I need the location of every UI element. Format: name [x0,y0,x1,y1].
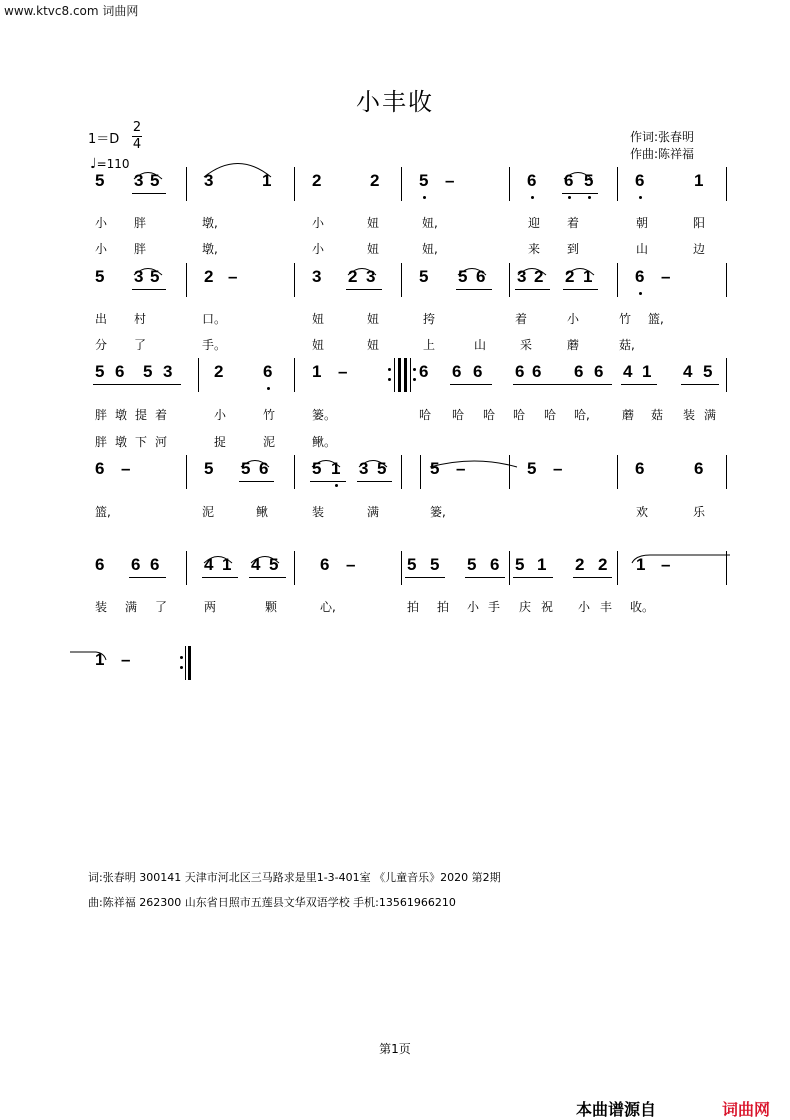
lyric-verse1: 了 [155,600,168,614]
note-digit: 2 [534,267,544,286]
slur [359,461,387,468]
lyric-verse1: 满 [704,408,717,422]
lyric-verse1: 装 [683,408,696,422]
lyricist: 作词:张春明 [630,130,695,144]
lyric-verse2: 墩 [115,435,128,449]
note-digit: 5 [430,459,440,478]
lyric-verse1: 蘑 [622,408,635,422]
lyric-verse1: 满 [367,505,380,519]
lyric-verse1: 胖 [134,216,147,230]
note-digit: 5 [204,459,214,478]
note-digit: 2 [204,267,214,286]
note-digit: 5 [527,459,537,478]
lyric-verse1: 菇 [651,408,664,422]
lyric-verse1: 篓。 [312,408,337,422]
lyric-verse1: 妞 [367,312,380,326]
note-digit: 4 [204,555,214,574]
note-digit: 6 [452,362,462,381]
lyric-verse1: 庆 [519,600,532,614]
slur [518,269,546,276]
footer-lyricist-info: 词:张春明 300141 天津市河北区三马路求是里1-3-401室 《儿童音乐》2020 第2期 [88,871,501,884]
lyric-verse1: 乐 [693,505,706,519]
lyric-verse1: 篮, [95,505,111,519]
note-digit: 2 [214,362,224,381]
slur [204,557,232,564]
lyric-verse2: 墩, [202,242,218,256]
lyric-verse1: 篓, [430,505,446,519]
slur [564,173,592,180]
slur [632,555,730,563]
lyric-verse1: 欢 [636,505,649,519]
lyric-verse1: 墩 [115,408,128,422]
note-digit: 5 [241,459,251,478]
quarter-note-icon: ♩ [90,156,97,172]
lyric-verse1: 颗 [265,600,278,614]
dash-note: – [553,459,563,478]
lyric-verse2: 蘑 [567,338,580,352]
note-digit: 1 [312,362,322,381]
lyric-verse2: 山 [636,242,649,256]
lyric-verse2: 分 [95,338,108,352]
lyric-verse1: 胖 [95,408,108,422]
lyric-verse2: 了 [134,338,147,352]
note-digit: 6 [594,362,604,381]
note-digit: 6 [694,459,704,478]
lyric-verse1: 哈 [452,408,465,422]
slur [134,269,162,276]
lyric-verse2: 下 [135,435,148,449]
note-digit: 5 [95,362,105,381]
dash-note: – [456,459,466,478]
note-digit: 6 [574,362,584,381]
lyric-verse1: 泥 [202,505,215,519]
note-digit: 2 [575,555,585,574]
slur [251,557,279,564]
slur [204,164,271,178]
note-digit: 5 [703,362,713,381]
note-digit: 5 [269,555,279,574]
lyric-verse1: 装 [95,600,108,614]
lyric-verse1: 出 [95,312,108,326]
lyric-verse1: 着 [515,312,528,326]
note-digit: 5 [377,459,387,478]
tempo-mark: ♩=110 [90,156,130,172]
lyric-verse2: 来 [528,242,541,256]
dash-note: – [661,267,671,286]
dash-note: – [121,650,131,669]
note-digit: 6 [527,171,537,190]
note-digit: 1 [583,267,593,286]
lyric-verse1: 拍 [437,600,450,614]
lyric-verse1: 挎 [423,312,436,326]
note-digit: 6 [635,267,645,286]
lyric-verse1: 哈 [513,408,526,422]
note-digit: 2 [312,171,322,190]
note-digit: 6 [259,459,269,478]
lyric-verse1: 迎 [528,216,541,230]
lyric-verse1: 提 [135,408,148,422]
footer-composer-info: 曲:陈祥福 262300 山东省日照市五莲县文华双语学校 手机:13561966210 [88,896,456,909]
note-digit: 2 [348,267,358,286]
note-digit: 6 [320,555,330,574]
lyric-verse1: 村 [134,312,147,326]
note-digit: 3 [312,267,322,286]
key-signature: 1＝D [88,132,120,147]
lyric-verse1: 满 [125,600,138,614]
note-digit: 1 [642,362,652,381]
note-digit: 6 [532,362,542,381]
lyric-verse1: 墩, [202,216,218,230]
slur [430,461,517,467]
note-digit: 4 [251,555,261,574]
lyric-verse1: 哈 [419,408,432,422]
dash-note: – [661,555,671,574]
note-digit: 6 [635,459,645,478]
lyric-verse1: 竹 [263,408,276,422]
note-digit: 5 [312,459,322,478]
note-digit: 3 [134,267,144,286]
note-digit: 6 [476,267,486,286]
note-digit: 6 [150,555,160,574]
slur [312,461,340,468]
lyric-verse2: 泥 [263,435,276,449]
lyric-verse1: 朝 [636,216,649,230]
slur [241,461,269,468]
note-digit: 2 [565,267,575,286]
lyric-verse1: 小 [567,312,580,326]
lyric-verse2: 手。 [202,338,227,352]
note-digit: 5 [150,267,160,286]
note-digit: 3 [134,171,144,190]
lyric-verse2: 采 [520,338,533,352]
dash-note: – [228,267,238,286]
note-digit: 1 [262,171,272,190]
note-digit: 3 [517,267,527,286]
note-digit: 5 [467,555,477,574]
lyric-verse2: 妞, [422,242,438,256]
slur [458,269,486,276]
note-digit: 1 [331,459,341,478]
lyric-verse2: 到 [567,242,580,256]
note-digit: 5 [95,267,105,286]
lyric-verse2: 菇, [619,338,635,352]
note-digit: 6 [635,171,645,190]
lyric-verse1: 拍 [407,600,420,614]
lyric-verse1: 妞, [422,216,438,230]
note-digit: 5 [430,555,440,574]
note-digit: 6 [263,362,273,381]
lyric-verse1: 篮, [648,312,664,326]
note-digit: 1 [537,555,547,574]
slur [348,269,376,276]
song-title: 小丰收 [356,88,434,116]
note-digit: 6 [515,362,525,381]
dash-note: – [338,362,348,381]
note-digit: 3 [359,459,369,478]
note-digit: 5 [419,267,429,286]
note-digit: 3 [204,171,214,190]
lyric-verse2: 胖 [95,435,108,449]
note-digit: 2 [598,555,608,574]
lyric-verse1: 阳 [693,216,706,230]
lyric-verse2: 妞 [312,338,325,352]
note-digit: 5 [407,555,417,574]
note-digit: 6 [95,459,105,478]
source-label: 本曲谱源自 [576,1100,657,1119]
page-number: 第1页 [379,1042,411,1056]
lyric-verse2: 鳅。 [312,435,337,449]
note-digit: 2 [370,171,380,190]
lyric-verse2: 小 [95,242,108,256]
note-digit: 6 [490,555,500,574]
note-digit: 6 [564,171,574,190]
lyric-verse2: 捉 [214,435,227,449]
note-digit: 5 [515,555,525,574]
lyric-verse2: 小 [312,242,325,256]
lyric-verse1: 着 [567,216,580,230]
note-digit: 3 [163,362,173,381]
time-bottom: 4 [132,137,142,152]
note-digit: 4 [623,362,633,381]
note-digit: 6 [419,362,429,381]
lyric-verse1: 口。 [202,312,227,326]
slur [566,269,594,276]
note-digit: 5 [95,171,105,190]
note-digit: 5 [419,171,429,190]
dash-note: – [445,171,455,190]
composer: 作曲:陈祥福 [630,147,695,161]
lyric-verse1: 心, [320,600,336,614]
site-watermark: www.ktvc8.com 词曲网 [4,4,139,18]
lyric-verse1: 收。 [630,600,655,614]
lyric-verse1: 哈 [483,408,496,422]
note-digit: 6 [95,555,105,574]
note-digit: 1 [694,171,704,190]
lyric-verse1: 手 [488,600,501,614]
lyric-verse1: 丰 [600,600,613,614]
note-digit: 5 [458,267,468,286]
lyric-verse2: 妞 [367,242,380,256]
source-logo: 词曲网 [722,1100,771,1119]
lyric-verse1: 哈 [544,408,557,422]
lyric-verse1: 装 [312,505,325,519]
time-top: 2 [132,120,142,135]
note-digit: 1 [222,555,232,574]
lyric-verse1: 两 [204,600,217,614]
note-digit: 4 [683,362,693,381]
lyric-verse1: 小 [214,408,227,422]
note-digit: 6 [115,362,125,381]
lyric-verse2: 胖 [134,242,147,256]
lyric-verse1: 竹 [619,312,632,326]
lyric-verse1: 祝 [541,600,554,614]
lyric-verse1: 小 [312,216,325,230]
lyric-verse1: 小 [95,216,108,230]
note-digit: 5 [150,171,160,190]
slur [134,173,162,180]
lyric-verse1: 哈, [574,408,590,422]
lyric-verse1: 着 [155,408,168,422]
note-digit: 5 [584,171,594,190]
note-digit: 1 [95,650,105,669]
lyric-verse1: 鳅 [256,505,269,519]
note-digit: 6 [131,555,141,574]
lyric-verse2: 山 [474,338,487,352]
lyric-verse2: 上 [423,338,436,352]
dash-note: – [346,555,356,574]
note-digit: 6 [473,362,483,381]
lyric-verse1: 小 [467,600,480,614]
lyric-verse1: 妞 [367,216,380,230]
dash-note: – [121,459,131,478]
lyric-verse2: 边 [693,242,706,256]
note-digit: 1 [636,555,646,574]
lyric-verse2: 河 [155,435,168,449]
note-digit: 3 [366,267,376,286]
lyric-verse1: 小 [578,600,591,614]
slur [70,652,106,660]
note-digit: 5 [143,362,153,381]
lyric-verse1: 妞 [312,312,325,326]
lyric-verse2: 妞 [367,338,380,352]
